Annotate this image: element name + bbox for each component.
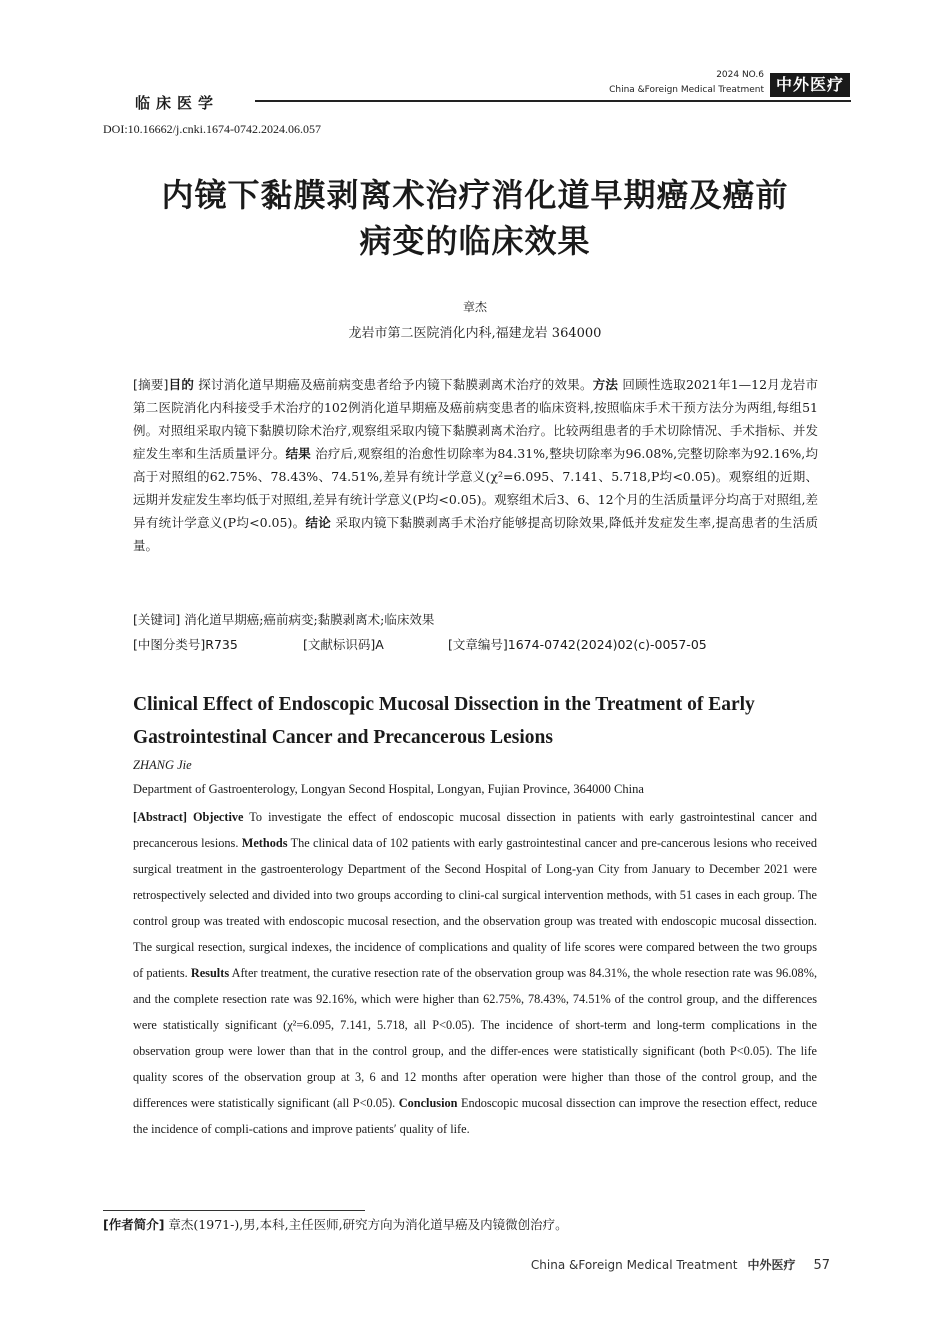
doi[interactable]: DOI:10.16662/j.cnki.1674-0742.2024.06.057: [103, 122, 321, 136]
results-cn-label: 结果: [285, 446, 311, 461]
methods-cn-label: 方法: [592, 377, 619, 392]
article-number: [文章编号]1674-0742(2024)02(c)-0057-05: [448, 637, 707, 652]
abstract-en-label: [Abstract]: [133, 810, 187, 824]
results-en-text: After treatment, the curative resection rate of the observation group was 84.31%, the whole resection rate was 96.08%, and the complete resection rate was 92.16%, which were higher than 62.75%, 78.43%, 74.51% of the control group, and the differences were statistically significant (χ²=6.095, 7.141, 5.718, all P<0.05). The incidence of short-term and long-term complications in the observation group were lower than that in the control group, and the differ-ences were statistically significant (both P<0.05). The life quality scores of the observation group at 3, 6 and 12 months after operation were higher than those of the control group, and the differences were statistically significant (all P<0.05).: [133, 966, 818, 1110]
objective-en-label: Objective: [192, 810, 244, 824]
title-cn: [100, 172, 850, 264]
methods-en-text: The clinical data of 102 patients with early gastrointestinal cancer and pre-cancerous lesions who received surgical treatment in the gastroenterology Department of the Second Hospital of Long-yan City from January to December 2021 were retrospectively selected and divided into two groups according to clini-cal surgical intervention methods, with 51 cases in each group. The control group was treated with endoscopic mucosal resection, and the observation group was treated with endoscopic mucosal dissection. The surgical resection, surgical indexes, the incidence of complications and quality of life scores were compared between the two groups of patients.: [133, 836, 817, 980]
classification-line: [133, 635, 818, 653]
page-number: 57: [813, 1258, 830, 1273]
keywords-text: 消化道早期癌;癌前病变;黏膜剥离术;临床效果: [184, 612, 435, 627]
author-bio: [103, 1215, 568, 1233]
methods-en-label: Methods: [241, 836, 288, 850]
conclusion-en-label: Conclusion: [398, 1096, 458, 1110]
page-footer: [500, 1256, 830, 1273]
footer-journal-cn: 中外医疗: [747, 1258, 796, 1272]
conclusion-cn-text: 采取内镜下黏膜剥离手术治疗能够提高切除效果,降低并发症发生率,提高患者的生活质量。: [133, 515, 818, 553]
title-en-line2: Gastrointestinal Cancer and Precancerous Lesions: [133, 727, 553, 748]
title-cn-line2: 病变的临床效果: [359, 222, 591, 260]
clc-number: [中图分类号]R735: [133, 637, 238, 652]
journal-logo: 中外医疗: [770, 73, 850, 97]
abstract-cn-label: [摘要]: [133, 377, 169, 392]
title-en: [133, 688, 833, 754]
keywords-label: [关键词]: [133, 612, 181, 627]
footer-journal-en: China &Foreign Medical Treatment: [530, 1258, 738, 1272]
results-cn-text: 治疗后,观察组的治愈性切除率为84.31%,整块切除率为96.08%,完整切除率为92.16%,均高于对照组的62.75%、78.43%、74.51%,差异有统计学意义(χ²=6.095、7.141、5.718,P均<0.05)。观察组的近期、远期并发症发生率均低于对照组,差异有统计学意义(P均<0.05)。观察组术后3、6、12个月的生活质量评分均高于对照组,差异有统计学意义(P均<0.05)。: [133, 446, 818, 530]
conclusion-cn-label: 结论: [305, 515, 332, 530]
author-cn: 章杰: [462, 300, 487, 314]
author-bio-label: [作者简介]: [103, 1217, 165, 1232]
title-en-line1: Clinical Effect of Endoscopic Mucosal Dissection in the Treatment of Early: [133, 694, 755, 715]
header-rule: [255, 100, 851, 102]
author-en: ZHANG Jie: [133, 758, 192, 772]
affiliation-en: Department of Gastroenterology, Longyan Second Hospital, Longyan, Fujian Province, 364000 China: [133, 782, 644, 796]
objective-cn-text: 探讨消化道早期癌及癌前病变患者给予内镜下黏膜剥离术治疗的效果。: [198, 377, 593, 392]
journal-issue: 2024 NO.6: [716, 70, 764, 80]
abstract-cn: [133, 373, 818, 557]
journal-name-en: China &Foreign Medical Treatment: [609, 85, 764, 95]
objective-en-text: To investigate the effect of endoscopic mucosal dissection in patients with early gastrointestinal cancer and precancerous lesions.: [133, 810, 818, 850]
results-en-label: Results: [190, 966, 230, 980]
methods-cn-text: 回顾性选取2021年1—12月龙岩市第二医院消化内科接受手术治疗的102例消化道早期癌及癌前病变患者的临床资料,按照临床手术干预方法分为两组,每组51例。对照组采取内镜下黏膜切除术治疗,观察组采取内镜下黏膜剥离术治疗。比较两组患者的手术切除情况、手术指标、并发症发生率和生活质量评分。: [133, 377, 818, 461]
document-code: [文献标识码]A: [303, 637, 384, 652]
author-bio-text: 章杰(1971-),男,本科,主任医师,研究方向为消化道早癌及内镜微创治疗。: [168, 1217, 568, 1232]
affiliation-cn: 龙岩市第二医院消化内科,福建龙岩 364000: [348, 326, 602, 341]
keywords: [133, 608, 818, 631]
conclusion-en-text: Endoscopic mucosal dissection can improve the resection effect, reduce the incidence of compli-cations and improve patients′ quality of life.: [133, 1096, 818, 1136]
title-cn-line1: 内镜下黏膜剥离术治疗消化道早期癌及癌前: [161, 176, 789, 214]
footnote-rule: [103, 1210, 365, 1211]
abstract-en: [133, 804, 817, 1142]
section-label: 临床医学: [135, 94, 220, 112]
objective-cn-label: 目的: [168, 377, 195, 392]
